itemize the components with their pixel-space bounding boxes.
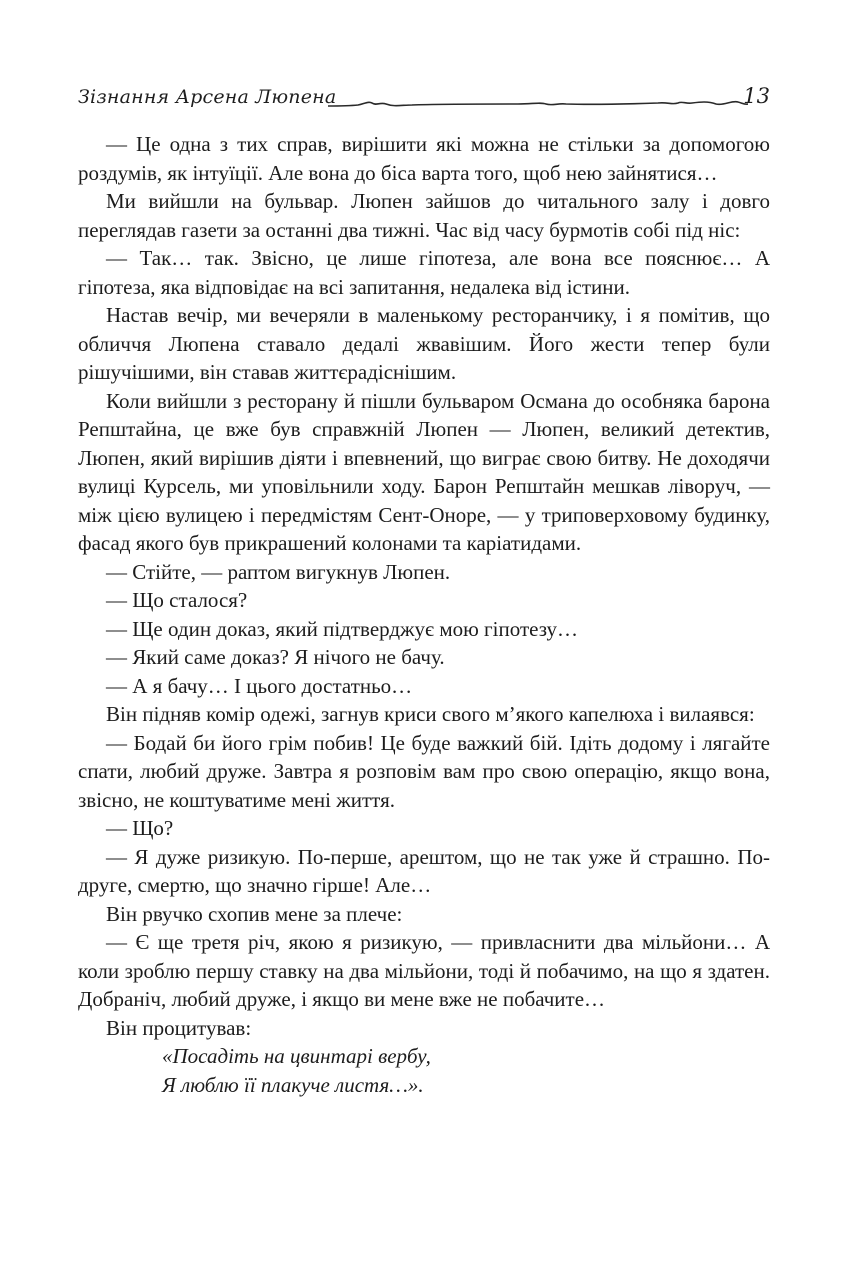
paragraph: Він рвучко схопив мене за плече: [106, 901, 403, 926]
body-text [78, 130, 770, 1099]
paragraph: — Що сталося? [106, 588, 248, 612]
paragraph: Він процитував: [106, 1015, 252, 1040]
paragraph: Він підняв комір одежі, загнув криси свого м’якого капелюха і вилаявся: [106, 702, 755, 726]
verse-line: «Посадіть на цвинтарі вербу, [162, 1044, 431, 1068]
verse-line: Я люблю її плакуче листя…». [162, 1072, 424, 1097]
paragraph: — А я бачу… І цього достатньо… [106, 673, 413, 698]
paragraph: — Я дуже ризикую. По-перше, арештом, що не так уже й страшно. По-друге, смертю, що значно гірше! Але… [78, 844, 770, 897]
page-number: 13 [743, 84, 770, 108]
paragraph: Ми вийшли на бульвар. Люпен зайшов до читального залу і довго переглядав газети за останні два тижні. Час від часу бурмотів собі під ніс: [78, 189, 770, 242]
paragraph: Коли вийшли з ресторану й пішли бульваром Османа до особняка барона Репштайна, це вже був справжній Люпен — Люпен, великий детектив, Люпен, який вирішив діяти і впевнений, що виграє свою битву. Не доходячи вулиці Курсель, ми уповільнили ходу. Барон Репштайн мешкав ліворуч, — між цією вулицею і передмістям Сент-Оноре, — у триповерховому будинку, фасад якого був прикрашений колонами та каріатидами. [78, 388, 770, 555]
header-ornament-line [328, 90, 748, 114]
paragraph: — Що? [106, 816, 174, 840]
paragraph: — Це одна з тих справ, вирішити які можна не стільки за допомогою роздумів, як інтуїції. Але вона до біса варта того, щоб нею зайнятися… [78, 132, 770, 185]
paragraph: — Є ще третя річ, якою я ризикую, — привласнити два мільйони… А коли зроблю першу ставку на два мільйони, тоді й побачимо, на що я здатен. Добраніч, любий друже, і якщо ви мене вже не побачите… [78, 930, 770, 1011]
paragraph: Настав вечір, ми вечеряли в маленькому ресторанчику, і я помітив, що обличчя Люпена ставало дедалі жвавішим. Його жести тепер були рішучішими, він ставав життєрадіснішим. [78, 303, 770, 384]
paragraph: — Так… так. Звісно, це лише гіпотеза, але вона все пояснює… А гіпотеза, яка відповідає на всі запитання, недалека від істини. [78, 246, 770, 299]
paragraph: — Бодай би його грім побив! Це буде важкий бій. Ідіть додому і лягайте спати, любий друже. Завтра я розповім вам про свою операцію, якщо вона, звісно, не коштуватиме мені життя. [78, 730, 770, 812]
paragraph: — Який саме доказ? Я нічого не бачу. [106, 645, 445, 669]
running-title: Зізнання Арсена Люпена [78, 86, 337, 108]
paragraph: — Ще один доказ, який підтверджує мою гіпотезу… [106, 616, 579, 641]
verse-quote [162, 1042, 770, 1099]
page-header [78, 82, 770, 118]
paragraph: — Стійте, — раптом вигукнув Люпен. [106, 559, 451, 584]
